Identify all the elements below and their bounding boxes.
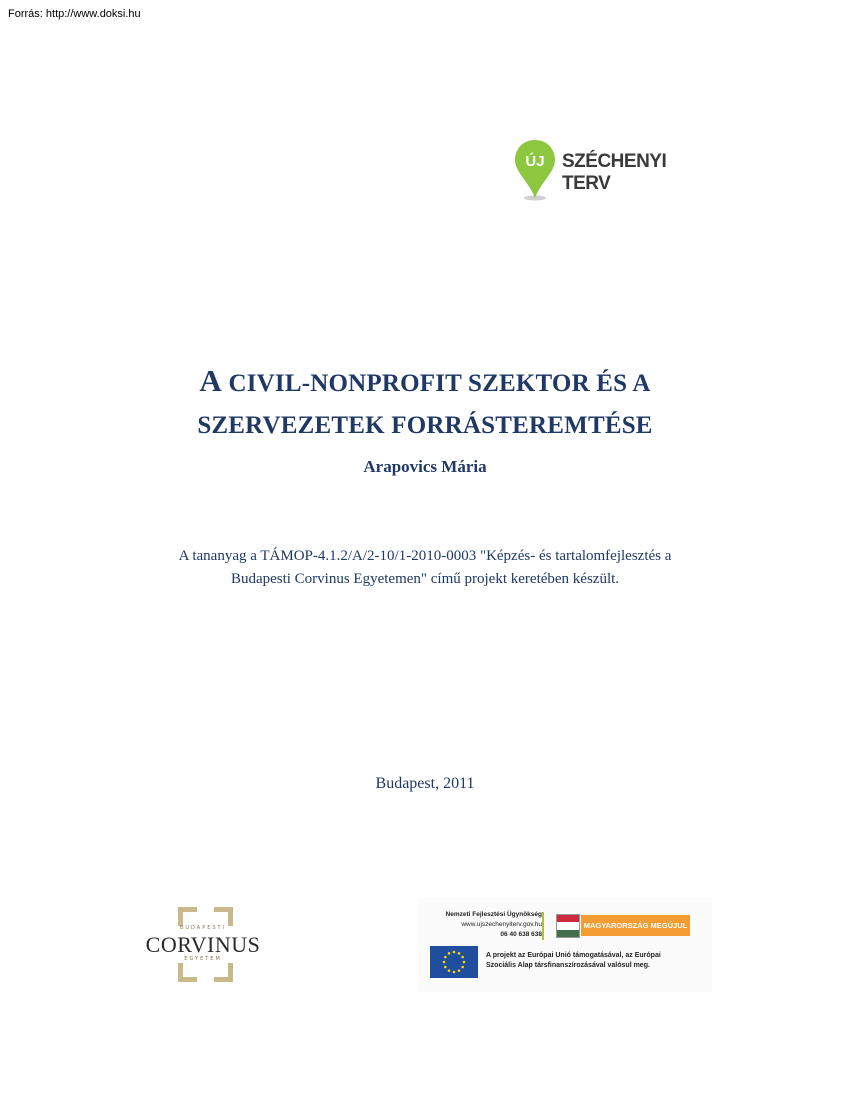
eu-funding-block — [418, 898, 712, 992]
corner-bracket-icon — [214, 963, 233, 982]
eu-star-icon — [463, 961, 466, 964]
title-line-1-rest: CIVIL-NONPROFIT SZEKTOR ÉS A — [222, 370, 651, 397]
title-line-2: SZERVEZETEK FORRÁSTEREMTÉSE — [197, 412, 653, 439]
pin-text: ÚJ — [525, 153, 545, 170]
eu-star-icon — [448, 952, 451, 955]
source-note: Forrás: http://www.doksi.hu — [8, 8, 141, 20]
title-initial: A — [199, 363, 222, 398]
eu-star-icon — [453, 971, 456, 974]
eu-star-icon — [458, 969, 461, 972]
agency-name: Nemzeti Fejlesztési Ügynökség — [445, 911, 542, 918]
corner-bracket-icon — [178, 907, 197, 926]
corvinus-bottom-text: EGYETEM — [184, 956, 222, 962]
agency-url: www.ujszechenyiterv.gov.hu — [461, 921, 542, 928]
eu-star-icon — [458, 952, 461, 955]
agency-phone: 06 40 638 638 — [500, 931, 542, 938]
corner-bracket-icon — [178, 963, 197, 982]
project-statement — [100, 545, 750, 591]
eu-text-line-2: Szociális Alap társfinanszírozásával valósul meg. — [486, 962, 650, 969]
eu-star-icon — [453, 951, 456, 954]
szechenyi-wordmark: SZÉCHENYI TERV — [562, 151, 667, 194]
corvinus-name: CORVINUS — [145, 932, 261, 957]
szechenyi-terv-logo — [512, 138, 712, 206]
eu-funding-text — [486, 951, 706, 971]
corner-bracket-icon — [214, 907, 233, 926]
eu-text-line-1: A projekt az Európai Unió támogatásával, az Európai — [486, 952, 661, 959]
location-pin-icon — [512, 138, 558, 202]
slogan-badge: MAGYARORSZÁG MEGÚJUL — [581, 915, 690, 936]
eu-star-icon — [461, 966, 464, 969]
eu-star-icon — [444, 956, 447, 959]
hungarian-flag-icon — [556, 914, 580, 938]
eu-star-icon — [444, 966, 447, 969]
eu-flag-icon — [430, 946, 478, 978]
eu-star-icon — [448, 969, 451, 972]
agency-info — [430, 910, 542, 940]
eu-star-icon — [443, 961, 446, 964]
eu-star-icon — [461, 956, 464, 959]
corvinus-logo — [140, 905, 266, 983]
document-title — [0, 360, 850, 447]
project-line-1: A tananyag a TÁMOP-4.1.2/A/2-10/1-2010-0003 "Képzés- és tartalomfejlesztés a — [178, 548, 672, 564]
title-line-1 — [0, 360, 850, 405]
corvinus-top-text: BUDAPESTI — [179, 925, 227, 931]
divider — [542, 912, 544, 940]
place-and-date: Budapest, 2011 — [375, 775, 475, 792]
project-line-2: Budapesti Corvinus Egyetemen" című projekt keretében készült. — [230, 571, 620, 587]
author-name: Arapovics Mária — [363, 457, 487, 476]
